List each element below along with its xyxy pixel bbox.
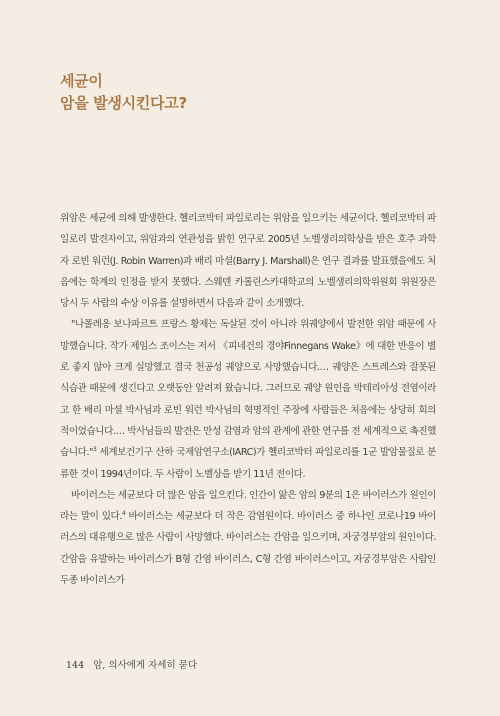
paragraph-3-text-b: 바이러스는 세균보다 더 작은 감염원이다. 바이러스 중 하나인 코로나19 바이러스의 대유행으로 많은 사람이 사망했다. 바이러스는 간암을 일으키며, 자궁경부암의 원인이다. 간암을 유발하는 바이러스가 B형 간염 바이러스, C형 간염 바이러스이고, 자궁경부암은 사람인두종 바이러스가 <box>60 511 436 587</box>
body-text <box>60 208 436 591</box>
paragraph-1 <box>60 208 436 314</box>
running-book-title: 암, 의사에게 자세히 묻다 <box>93 660 198 671</box>
paragraph-2-text: 세계보건기구 산하 국제암연구소(IARC)가 헬리코박터 파일로리를 1군 발암물질로 분류한 것이 1994년이다. 두 사람이 노벨상을 받기 11년 전이다. <box>60 447 436 480</box>
chapter-title-line-2: 암을 발생시킨다고? <box>60 94 187 112</box>
footnote-ref-3: 3 <box>93 446 97 454</box>
chapter-title <box>60 70 187 114</box>
paragraph-2-quote: "나폴레옹 보나파르트 프랑스 황제는 독살된 것이 아니라 위궤양에서 발전한 위암 때문에 사망했습니다. 작가 제임스 조이스는 저서 《피네건의 경야Finnegans Wake》에 대한 반응이 별로 좋지 않아 크게 실망했고 결국 천공성 궤양으로 사망했습니다.… 궤양은 스트레스와 잘못된 식습관 때문에 생긴다고 오랫동안 알려져 왔습니다. 그러므로 궤양 원인을 박테리아성 전염이라고 한 배리 마셜 박사님과 로빈 워런 박사님의 혁명적인 주장에 사람들은 처음에는 상당히 회의적이었습니다.… 박사님들의 발견은 만성 감염과 암의 관계에 관한 연구를 전 세계적으로 촉진했습니다." <box>60 319 436 459</box>
footnote-ref-4: 4 <box>121 510 126 518</box>
page-number: 144 <box>66 660 85 671</box>
paragraph-1-text: 위암은 세균에 의해 발생한다. 헬리코박터 파일로리는 위암을 일으키는 세균이다. 헬리코박터 파일로리 발견자이고, 위암과의 연관성을 밝힌 연구로 2005년 노벨생리의학상을 받은 호주 과학자 로빈 워런(J. Robin Warren)과 배리 마셜(Barry J. Marshall)은 연구 결과를 발표했을에도 처음에는 학계의 인정을 받지 못했다. 스웨덴 카롤린스카대학교의 노벨생리의학위원회 위원장은 당시 두 사람의 수상 이유를 설명하면서 다음과 같이 소개했다. <box>60 213 436 310</box>
page-footer <box>66 657 197 671</box>
paragraph-3-text-a: 바이러스는 세균보다 더 많은 암을 일으킨다. 인간이 앓은 암의 9분의 1은 바이러스가 원인이라는 말이 있다. <box>60 489 436 523</box>
paragraph-3 <box>60 485 436 591</box>
paragraph-2 <box>60 314 436 484</box>
chapter-title-line-1: 세균이 <box>60 72 103 90</box>
